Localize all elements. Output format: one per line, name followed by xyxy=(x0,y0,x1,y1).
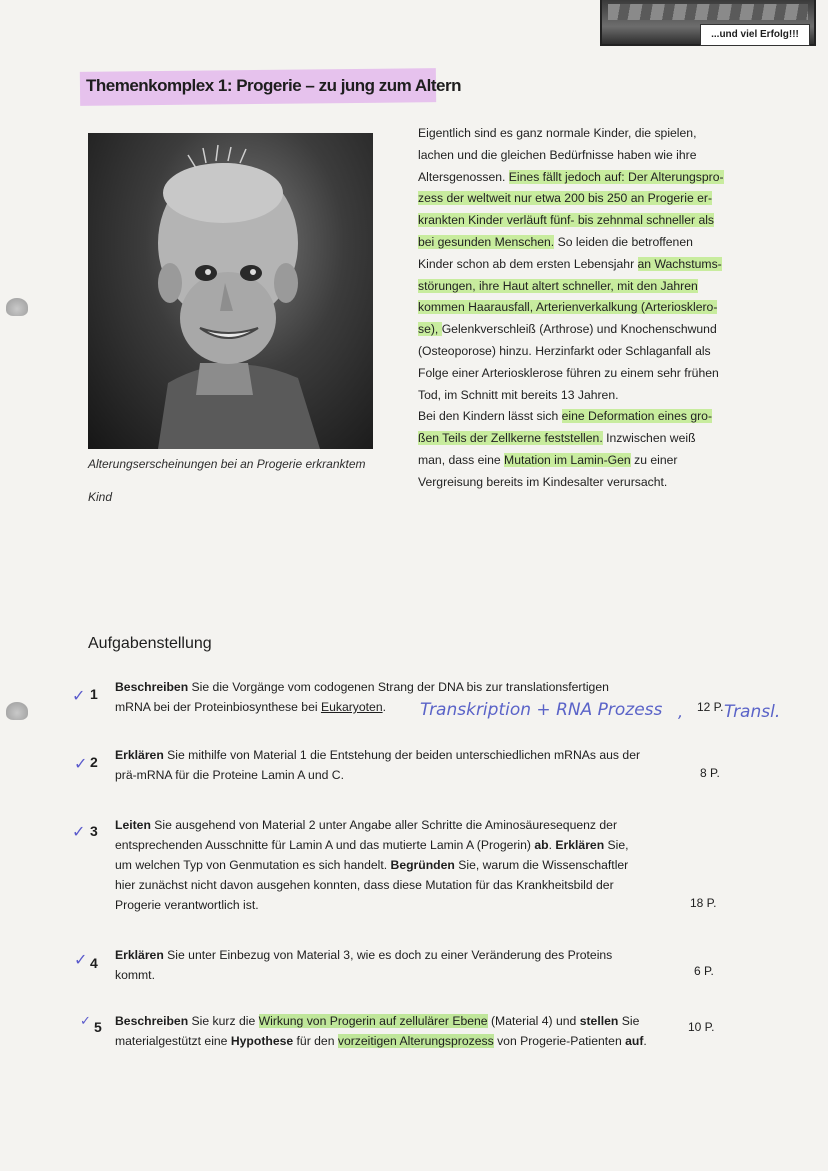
highlighted-text: Eines fällt jedoch auf: Der Alterungspro- xyxy=(508,169,724,184)
checkmark-icon: ✓ xyxy=(74,952,88,969)
task-line xyxy=(115,745,675,765)
article-line: Folge einer Arteriosklerose führen zu einem sehr frühen xyxy=(418,365,719,380)
checkmark-icon: ✓ xyxy=(72,688,86,705)
checkmark-icon: ✓ xyxy=(80,1013,91,1028)
task-line xyxy=(115,855,675,875)
article-line: Eigentlich sind es ganz normale Kinder, die spielen, xyxy=(418,126,697,140)
task-3-text xyxy=(115,815,675,915)
task-line: Progerie verantwortlich ist. xyxy=(115,898,259,912)
task-5-text xyxy=(115,1011,695,1051)
figure-caption-line1: Alterungserscheinungen bei an Progerie erkranktem xyxy=(88,457,366,471)
task-segment: mRNA bei der Proteinbiosynthese bei xyxy=(115,700,321,714)
task-number: 5 xyxy=(94,1019,102,1035)
good-luck-label: ...und viel Erfolg!!! xyxy=(700,24,810,46)
task-number: 1 xyxy=(90,686,98,702)
task-segment: Sie, xyxy=(604,838,629,852)
article-line xyxy=(418,297,736,319)
task-segment: materialgestützt eine xyxy=(115,1034,231,1048)
article-segment: Kinder schon ab dem ersten Lebensjahr xyxy=(418,256,638,271)
article-segment: Bei den Kindern lässt sich xyxy=(418,409,562,424)
operator-verb: Beschreiben xyxy=(115,1014,189,1028)
article-line xyxy=(418,450,736,472)
task-segment: . xyxy=(382,700,386,714)
article-segment: Altersgenossen. xyxy=(418,169,509,184)
article-line xyxy=(418,319,736,341)
highlighted-text: ßen Teils der Zellkerne feststellen. xyxy=(418,431,603,446)
punch-hole xyxy=(6,298,28,316)
task-segment: Sie die Vorgänge vom codogenen Strang der DNA bis zur translationsfertigen xyxy=(188,680,609,694)
handwritten-note: Transkription + RNA Prozess xyxy=(420,700,663,720)
task-segment: Sie unter Einbezug von Material 3, wie es doch zu einer Veränderung des Proteins xyxy=(163,948,613,962)
task-points: 6 P. xyxy=(694,964,714,978)
highlighted-text: eine Deformation eines gro- xyxy=(561,409,713,424)
highlighted-text: störungen, ihre Haut altert schneller, mit den Jahren xyxy=(418,278,698,293)
punch-hole xyxy=(6,702,28,720)
figure-caption-line2: Kind xyxy=(88,490,113,504)
task-segment: . xyxy=(643,1034,647,1048)
article-segment: Gelenkverschleiß (Arthrose) und Knochenschwund xyxy=(441,322,717,337)
highlighted-text: bei gesunden Menschen. xyxy=(418,234,555,249)
article-line: Tod, im Schnitt mit bereits 13 Jahren. xyxy=(418,387,619,402)
task-segment: entsprechenden Ausschnitte für Lamin A und das mutierte Lamin A (Progerin) xyxy=(115,838,535,852)
task-number: 4 xyxy=(90,955,98,971)
article-line xyxy=(418,428,736,450)
article-segment: zu einer xyxy=(630,452,678,467)
child-illustration xyxy=(88,133,373,449)
article-line: lachen und die gleichen Bedürfnisse haben wie ihre xyxy=(418,147,697,162)
task-points: 18 P. xyxy=(690,896,717,910)
task-points: 8 P. xyxy=(700,766,720,780)
article-line xyxy=(418,276,736,298)
article-line xyxy=(418,167,736,189)
task-line xyxy=(115,1031,695,1051)
task-segment: Sie kurz die xyxy=(188,1014,259,1028)
operator-verb: stellen xyxy=(579,1014,619,1028)
operator-verb: Hypothese xyxy=(230,1034,294,1048)
checkmark-icon: ✓ xyxy=(74,756,88,773)
task-points: 12 P. xyxy=(697,700,724,714)
article-line xyxy=(418,406,736,428)
article-segment: man, dass eine xyxy=(418,452,505,467)
task-number: 3 xyxy=(90,823,98,839)
task-segment: von Progerie-Patienten xyxy=(493,1034,626,1048)
highlighted-text: kommen Haarausfall, Arterienverkalkung (Arteriosklero- xyxy=(418,300,718,315)
task-segment: (Material 4) und xyxy=(487,1014,580,1028)
task-2-text xyxy=(115,745,675,785)
task-segment: . xyxy=(548,838,556,852)
task-4-text xyxy=(115,945,675,985)
highlighted-text: zess der weltweit nur etwa 200 bis 250 an Progerie er- xyxy=(418,191,713,206)
task-segment: Sie, warum die Wissenschaftler xyxy=(454,858,629,872)
article-line xyxy=(418,188,736,210)
article-segment: Inzwischen weiß xyxy=(602,431,696,446)
task-line: prä-mRNA für die Proteine Lamin A und C. xyxy=(115,768,344,782)
progeria-child-photo xyxy=(88,133,373,449)
photo-texture xyxy=(608,4,808,20)
highlighted-text: vorzeitigen Alterungsprozess xyxy=(337,1034,494,1048)
operator-verb: Leiten xyxy=(115,818,151,832)
page-title: Themenkomplex 1: Progerie – zu jung zum Altern xyxy=(86,76,461,95)
operator-verb: Erklären xyxy=(555,838,605,852)
handwritten-mark: , xyxy=(678,702,684,721)
operator-verb: Erklären xyxy=(115,948,164,962)
handwritten-note: Transl. xyxy=(724,702,781,722)
tasks-heading: Aufgabenstellung xyxy=(88,635,212,652)
task-segment: um welchen Typ von Genmutation es sich handelt. xyxy=(115,858,391,872)
article-line xyxy=(418,232,736,254)
highlighted-text: Wirkung von Progerin auf zellulärer Ebene xyxy=(258,1014,488,1028)
task-line xyxy=(115,945,675,965)
task-segment: Sie mithilfe von Material 1 die Entstehung der beiden unterschiedlichen mRNAs aus der xyxy=(163,748,641,762)
task-line: kommt. xyxy=(115,968,155,982)
article-text xyxy=(418,123,736,494)
article-segment: So leiden die betroffenen xyxy=(554,234,693,249)
task-line: hier zunächst nicht davon ausgehen konnten, dass diese Mutation für das Krankheitsbild der xyxy=(115,878,614,892)
highlighted-text: an Wachstums- xyxy=(637,256,722,271)
task-segment: Sie ausgehend von Material 2 unter Angabe aller Schritte die Aminosäuresequenz der xyxy=(150,818,618,832)
operator-verb: auf xyxy=(625,1034,644,1048)
article-line xyxy=(418,254,736,276)
highlighted-text: se), xyxy=(418,322,442,337)
task-number: 2 xyxy=(90,754,98,770)
operator-verb: Beschreiben xyxy=(115,680,189,694)
task-line xyxy=(115,1011,695,1031)
task-line xyxy=(115,815,675,835)
task-line xyxy=(115,677,675,697)
operator-verb: Erklären xyxy=(115,748,164,762)
article-line: Vergreisung bereits im Kindesalter verursacht. xyxy=(418,474,668,489)
task-points: 10 P. xyxy=(688,1020,715,1034)
underlined-term: Eukaryoten xyxy=(320,700,383,714)
operator-verb: ab xyxy=(534,838,549,852)
operator-verb: Begründen xyxy=(390,858,455,872)
article-line xyxy=(418,210,736,232)
task-segment: für den xyxy=(293,1034,338,1048)
highlighted-text: Mutation im Lamin-Gen xyxy=(504,452,631,467)
highlighted-text: krankten Kinder verläuft fünf- bis zehnmal schneller als xyxy=(418,213,715,228)
task-segment: Sie xyxy=(618,1014,640,1028)
checkmark-icon: ✓ xyxy=(72,824,86,841)
article-line: (Osteoporose) hinzu. Herzinfarkt oder Schlaganfall als xyxy=(418,343,711,358)
task-line xyxy=(115,835,675,855)
